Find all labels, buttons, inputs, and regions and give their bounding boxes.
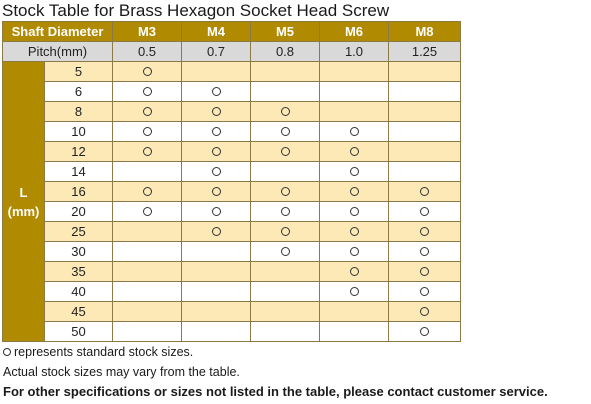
stock-cell-m8 [389, 322, 461, 342]
stock-circle-icon [350, 247, 359, 256]
stock-circle-icon [212, 127, 221, 136]
stock-cell-m6 [320, 62, 389, 82]
length-value: 20 [45, 202, 113, 222]
table-row [3, 162, 461, 182]
size-header-m8: M8 [389, 22, 461, 42]
stock-cell-m6 [320, 322, 389, 342]
stock-cell-m5 [251, 142, 320, 162]
pitch-value-m5: 0.8 [251, 42, 320, 62]
stock-cell-m5 [251, 302, 320, 322]
stock-circle-icon [143, 67, 152, 76]
stock-cell-m4 [182, 182, 251, 202]
stock-cell-m8 [389, 62, 461, 82]
stock-cell-m4 [182, 82, 251, 102]
stock-cell-m5 [251, 322, 320, 342]
stock-circle-icon [281, 247, 290, 256]
pitch-value-m6: 1.0 [320, 42, 389, 62]
stock-cell-m8 [389, 122, 461, 142]
stock-cell-m6 [320, 242, 389, 262]
stock-cell-m6 [320, 102, 389, 122]
size-header-m5: M5 [251, 22, 320, 42]
stock-cell-m5 [251, 202, 320, 222]
table-row [3, 82, 461, 102]
stock-cell-m4 [182, 282, 251, 302]
stock-cell-m6 [320, 262, 389, 282]
stock-cell-m4 [182, 62, 251, 82]
length-label-unit: (mm) [7, 203, 40, 219]
stock-table [2, 21, 461, 342]
length-value: 50 [45, 322, 113, 342]
length-value: 35 [45, 262, 113, 282]
length-axis-label [3, 62, 45, 342]
stock-circle-icon [212, 187, 221, 196]
length-label-l: L [19, 184, 28, 200]
stock-circle-icon [212, 207, 221, 216]
size-header-m3: M3 [113, 22, 182, 42]
stock-cell-m3 [113, 122, 182, 142]
stock-circle-icon [350, 187, 359, 196]
stock-cell-m8 [389, 302, 461, 322]
table-row [3, 282, 461, 302]
stock-cell-m3 [113, 322, 182, 342]
stock-cell-m3 [113, 262, 182, 282]
stock-cell-m3 [113, 182, 182, 202]
stock-circle-icon [420, 207, 429, 216]
stock-circle-icon [350, 127, 359, 136]
stock-cell-m3 [113, 302, 182, 322]
stock-cell-m3 [113, 202, 182, 222]
stock-cell-m5 [251, 282, 320, 302]
stock-circle-icon [281, 127, 290, 136]
stock-cell-m6 [320, 142, 389, 162]
table-row [3, 242, 461, 262]
stock-cell-m4 [182, 142, 251, 162]
stock-cell-m8 [389, 222, 461, 242]
stock-circle-icon [143, 207, 152, 216]
stock-cell-m5 [251, 62, 320, 82]
table-row [3, 62, 461, 82]
stock-circle-icon [350, 207, 359, 216]
stock-cell-m4 [182, 242, 251, 262]
stock-cell-m5 [251, 102, 320, 122]
stock-cell-m5 [251, 242, 320, 262]
stock-cell-m4 [182, 262, 251, 282]
stock-circle-icon [212, 87, 221, 96]
stock-circle-icon [420, 227, 429, 236]
stock-circle-icon [143, 87, 152, 96]
stock-cell-m4 [182, 302, 251, 322]
size-header-row [3, 22, 461, 42]
stock-cell-m5 [251, 262, 320, 282]
legend-note [3, 342, 589, 362]
stock-circle-icon [281, 187, 290, 196]
stock-circle-icon [3, 348, 11, 356]
stock-cell-m3 [113, 142, 182, 162]
stock-cell-m8 [389, 262, 461, 282]
stock-circle-icon [350, 147, 359, 156]
stock-table-body [3, 62, 461, 342]
pitch-value-m4: 0.7 [182, 42, 251, 62]
length-value: 45 [45, 302, 113, 322]
table-row [3, 302, 461, 322]
contact-note: For other specifications or sizes not listed in the table, please contact customer service. [3, 384, 548, 399]
stock-circle-icon [212, 227, 221, 236]
stock-circle-icon [420, 267, 429, 276]
table-row [3, 322, 461, 342]
stock-cell-m4 [182, 202, 251, 222]
stock-cell-m8 [389, 142, 461, 162]
table-row [3, 262, 461, 282]
stock-cell-m6 [320, 302, 389, 322]
length-value: 40 [45, 282, 113, 302]
stock-circle-icon [420, 307, 429, 316]
stock-cell-m8 [389, 242, 461, 262]
stock-circle-icon [350, 227, 359, 236]
stock-cell-m8 [389, 162, 461, 182]
stock-cell-m5 [251, 122, 320, 142]
table-row [3, 182, 461, 202]
notes [3, 342, 589, 402]
size-header-m4: M4 [182, 22, 251, 42]
stock-cell-m5 [251, 82, 320, 102]
shaft-diameter-header: Shaft Diameter [3, 22, 113, 42]
pitch-row [3, 42, 461, 62]
stock-cell-m4 [182, 322, 251, 342]
stock-cell-m6 [320, 182, 389, 202]
stock-cell-m4 [182, 222, 251, 242]
stock-circle-icon [350, 267, 359, 276]
stock-cell-m3 [113, 222, 182, 242]
stock-cell-m8 [389, 82, 461, 102]
stock-circle-icon [143, 127, 152, 136]
stock-circle-icon [350, 167, 359, 176]
stock-cell-m5 [251, 182, 320, 202]
stock-circle-icon [143, 147, 152, 156]
stock-circle-icon [420, 187, 429, 196]
legend-text: represents standard stock sizes. [14, 345, 194, 359]
stock-circle-icon [212, 107, 221, 116]
stock-circle-icon [420, 287, 429, 296]
length-value: 10 [45, 122, 113, 142]
stock-cell-m4 [182, 102, 251, 122]
stock-cell-m3 [113, 242, 182, 262]
variance-note: Actual stock sizes may vary from the table. [3, 365, 240, 379]
stock-circle-icon [281, 207, 290, 216]
length-value: 6 [45, 82, 113, 102]
stock-cell-m6 [320, 82, 389, 102]
length-value: 5 [45, 62, 113, 82]
stock-circle-icon [143, 107, 152, 116]
stock-cell-m6 [320, 162, 389, 182]
stock-circle-icon [420, 247, 429, 256]
stock-cell-m8 [389, 282, 461, 302]
table-row [3, 142, 461, 162]
size-header-m6: M6 [320, 22, 389, 42]
stock-cell-m6 [320, 222, 389, 242]
stock-cell-m4 [182, 162, 251, 182]
pitch-label: Pitch(mm) [3, 42, 113, 62]
page-title: Stock Table for Brass Hexagon Socket Head Screw [2, 1, 390, 20]
table-row [3, 122, 461, 142]
length-value: 8 [45, 102, 113, 122]
stock-circle-icon [281, 227, 290, 236]
stock-circle-icon [212, 147, 221, 156]
stock-cell-m8 [389, 182, 461, 202]
length-value: 16 [45, 182, 113, 202]
stock-cell-m6 [320, 122, 389, 142]
pitch-value-m8: 1.25 [389, 42, 461, 62]
stock-cell-m3 [113, 62, 182, 82]
stock-circle-icon [212, 167, 221, 176]
pitch-value-m3: 0.5 [113, 42, 182, 62]
stock-cell-m3 [113, 82, 182, 102]
length-value: 12 [45, 142, 113, 162]
stock-cell-m6 [320, 202, 389, 222]
stock-cell-m3 [113, 102, 182, 122]
table-row [3, 102, 461, 122]
stock-cell-m3 [113, 282, 182, 302]
table-row [3, 222, 461, 242]
stock-cell-m3 [113, 162, 182, 182]
stock-cell-m8 [389, 202, 461, 222]
stock-cell-m6 [320, 282, 389, 302]
length-value: 25 [45, 222, 113, 242]
stock-cell-m8 [389, 102, 461, 122]
stock-circle-icon [281, 147, 290, 156]
stock-cell-m5 [251, 162, 320, 182]
stock-cell-m4 [182, 122, 251, 142]
stock-cell-m5 [251, 222, 320, 242]
table-row [3, 202, 461, 222]
stock-circle-icon [350, 287, 359, 296]
length-value: 30 [45, 242, 113, 262]
stock-circle-icon [143, 187, 152, 196]
stock-circle-icon [420, 327, 429, 336]
stock-circle-icon [281, 107, 290, 116]
length-value: 14 [45, 162, 113, 182]
